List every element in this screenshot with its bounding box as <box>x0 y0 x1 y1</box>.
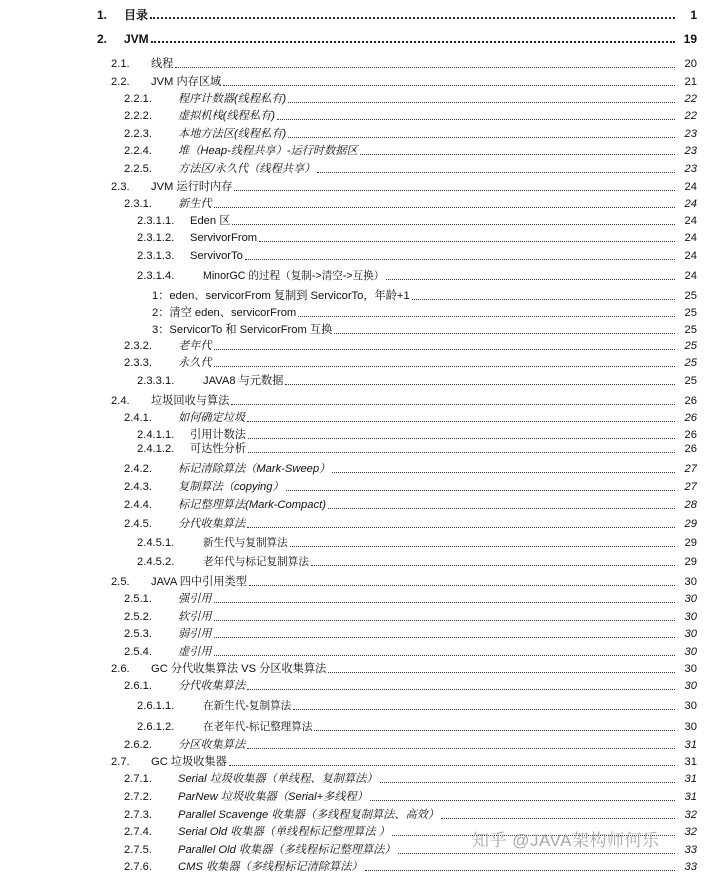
toc-entry-title: MinorGC 的过程（复制->清空->互换） <box>203 270 385 282</box>
toc-entry-title: 虚引用 <box>178 646 212 658</box>
toc-entry-page: 23 <box>684 163 697 175</box>
toc-entry-page: 31 <box>684 773 697 785</box>
dot-leader <box>288 137 675 138</box>
toc-entry-page: 29 <box>684 518 697 530</box>
toc-entry-page: 31 <box>684 791 697 803</box>
toc-entry-title: Serial Old 收集器（单线程标记整理算法 ） <box>178 826 390 838</box>
toc-entry-number: 2.2.5. <box>124 163 152 175</box>
toc-entry[interactable] <box>0 513 717 531</box>
toc-entry-number: 2.2.3. <box>124 128 152 140</box>
toc-entry[interactable] <box>0 606 717 624</box>
toc-entry-title: 在老年代-标记整理算法 <box>203 721 313 733</box>
toc-entry-title: JVM 运行时内存 <box>151 181 233 193</box>
toc-entry-title: 如何确定垃圾 <box>178 412 246 424</box>
toc-entry-title: 永久代 <box>178 357 212 369</box>
dot-leader <box>247 421 675 422</box>
toc-entry-title: GC 分代收集算法 VS 分区收集算法 <box>151 663 327 675</box>
dot-leader <box>288 102 675 103</box>
toc-entry-number: 2.5.1. <box>124 593 152 605</box>
toc-entry-title: GC 垃圾收集器 <box>151 756 227 768</box>
toc-entry-page: 24 <box>684 215 697 227</box>
toc-entry[interactable] <box>0 123 717 141</box>
dot-leader <box>317 172 675 173</box>
toc-entry-number: 2.2. <box>111 76 130 88</box>
toc-entry[interactable] <box>0 302 717 320</box>
dot-leader <box>285 384 675 385</box>
toc-entry-number: 1. <box>97 8 108 22</box>
toc-entry[interactable] <box>0 675 717 693</box>
toc-entry[interactable] <box>0 856 717 874</box>
toc-entry-number: 2.5. <box>111 576 130 588</box>
toc-entry-title: JAVA 四中引用类型 <box>151 576 247 588</box>
dot-leader <box>223 85 675 86</box>
toc-entry-title: 虚拟机栈(线程私有) <box>178 110 275 122</box>
toc-entry-title: 标记清除算法（Mark-Sweep） <box>178 463 331 475</box>
toc-entry-number: 2.3.2. <box>124 340 152 352</box>
toc-entry[interactable] <box>0 695 717 713</box>
toc-entry[interactable] <box>0 786 717 804</box>
toc-entry[interactable] <box>0 804 717 822</box>
toc-entry-page: 24 <box>684 198 697 210</box>
toc-entry[interactable] <box>0 210 717 228</box>
toc-entry[interactable] <box>0 4 717 22</box>
toc-entry-number: 2.3.1.4. <box>137 270 175 282</box>
toc-entry[interactable] <box>0 71 717 89</box>
dot-leader <box>214 349 675 350</box>
dot-leader <box>214 602 675 603</box>
dot-leader <box>247 527 675 528</box>
toc-entry-page: 27 <box>684 481 697 493</box>
dot-leader <box>386 279 675 280</box>
toc-entry-page: 23 <box>684 128 697 140</box>
toc-entry[interactable] <box>0 551 717 569</box>
toc-entry-title: 在新生代-复制算法 <box>203 700 292 712</box>
toc-entry-title: 目录 <box>124 8 149 22</box>
toc-entry-title: Eden 区 <box>190 215 231 227</box>
dot-leader <box>334 333 675 334</box>
toc-entry-page: 24 <box>684 250 697 262</box>
toc-entry-title: 新生代 <box>178 198 212 210</box>
toc-entry[interactable] <box>0 245 717 263</box>
toc-entry-number: 2.4.2. <box>124 463 152 475</box>
toc-entry-page: 30 <box>684 628 697 640</box>
toc-entry-page: 26 <box>684 395 697 407</box>
toc-entry[interactable] <box>0 105 717 123</box>
toc-entry[interactable] <box>0 88 717 106</box>
toc-entry-title: ServivorTo <box>190 250 243 262</box>
toc-entry-number: 2.7.2. <box>124 791 152 803</box>
toc-entry[interactable] <box>0 265 717 283</box>
toc-entry-page: 1 <box>690 8 697 22</box>
toc-entry-title: 本地方法区(线程私有) <box>178 128 287 140</box>
toc-entry-page: 20 <box>684 58 697 70</box>
toc-entry[interactable] <box>0 407 717 425</box>
toc-entry-number: 2.3.3.1. <box>137 375 175 387</box>
toc-entry[interactable] <box>0 716 717 734</box>
toc-entry-title: 分代收集算法 <box>178 518 246 530</box>
toc-entry-title: ParNew 垃圾收集器（Serial+多线程） <box>178 791 368 803</box>
toc-entry-page: 25 <box>684 375 697 387</box>
toc-entry-title: 复制算法（copying） <box>178 481 284 493</box>
toc-entry-title: Parallel Scavenge 收集器（多线程复制算法、高效） <box>178 809 440 821</box>
toc-entry-number: 2.6.1.1. <box>137 700 175 712</box>
toc-entry-page: 22 <box>684 110 697 122</box>
toc-entry-number: 2.6. <box>111 663 130 675</box>
dot-leader <box>365 870 675 871</box>
toc-entry-title: JVM <box>124 32 149 46</box>
toc-entry-number: 2.7.6. <box>124 861 152 873</box>
dot-leader <box>248 452 675 453</box>
toc-entry-number: 2.4. <box>111 395 130 407</box>
toc-entry-page: 25 <box>684 340 697 352</box>
toc-entry-number: 2.4.1. <box>124 412 152 424</box>
toc-entry[interactable] <box>0 658 717 676</box>
toc-entry[interactable] <box>0 370 717 388</box>
toc-entry-number: 2.7.5. <box>124 844 152 856</box>
toc-entry-number: 2.7. <box>111 756 130 768</box>
dot-leader <box>150 17 675 19</box>
dot-leader <box>286 490 675 491</box>
dot-leader <box>249 585 675 586</box>
dot-leader <box>229 765 675 766</box>
toc-entry-title: 软引用 <box>178 611 212 623</box>
toc-entry-number: 2.3.1.3. <box>137 250 175 262</box>
toc-entry-page: 26 <box>684 429 697 441</box>
toc-entry-number: 2.6.1. <box>124 680 152 692</box>
toc-entry-page: 29 <box>684 537 697 549</box>
dot-leader <box>360 154 675 155</box>
toc-entry-number: 2. <box>97 32 108 46</box>
toc-entry-title: 弱引用 <box>178 628 212 640</box>
dot-leader <box>277 119 675 120</box>
dot-leader <box>232 224 675 225</box>
toc-entry-title: 强引用 <box>178 593 212 605</box>
dot-leader <box>214 620 675 621</box>
toc-entry[interactable] <box>0 390 717 408</box>
toc-entry-page: 30 <box>684 611 697 623</box>
toc-entry-page: 19 <box>683 32 697 46</box>
toc-entry-title: 2：清空 eden、servicorFrom <box>152 307 297 319</box>
toc-entry-number: 2.6.2. <box>124 739 152 751</box>
toc-entry[interactable] <box>0 227 717 245</box>
toc-entry-number: 2.3.1.1. <box>137 215 175 227</box>
dot-leader <box>151 41 675 43</box>
toc-entry-number: 2.1. <box>111 58 130 70</box>
toc-entry-number: 2.4.4. <box>124 499 152 511</box>
toc-entry-page: 25 <box>684 357 697 369</box>
toc-entry[interactable] <box>0 285 717 303</box>
toc-entry[interactable] <box>0 176 717 194</box>
dot-leader <box>293 709 675 710</box>
dot-leader <box>380 782 675 783</box>
toc-entry-page: 28 <box>684 499 697 511</box>
toc-entry-number: 2.4.1.1. <box>137 429 175 441</box>
dot-leader <box>412 299 675 300</box>
dot-leader <box>311 565 675 566</box>
dot-leader <box>328 672 675 673</box>
toc-entry-page: 30 <box>684 593 697 605</box>
toc-entry-title: CMS 收集器（多线程标记清除算法） <box>178 861 363 873</box>
toc-entry-number: 2.4.1.2. <box>137 443 175 455</box>
toc-entry-title: 引用计数法 <box>190 429 246 441</box>
toc-entry-title: 老年代 <box>178 340 212 352</box>
dot-leader <box>175 67 675 68</box>
toc-entry-page: 23 <box>684 145 697 157</box>
toc-entry-number: 2.7.3. <box>124 809 152 821</box>
toc-entry-title: 3：ServicorTo 和 ServicorFrom 互换 <box>152 324 333 336</box>
toc-entry-title: ServivorFrom <box>190 232 258 244</box>
dot-leader <box>214 207 675 208</box>
toc-entry[interactable] <box>0 458 717 476</box>
dot-leader <box>332 472 675 473</box>
toc-entry[interactable] <box>0 768 717 786</box>
toc-entry-title: Serial 垃圾收集器（单线程、复制算法） <box>178 773 378 785</box>
toc-entry-page: 30 <box>684 680 697 692</box>
dot-leader <box>234 190 675 191</box>
toc-entry-title: 方法区/永久代（线程共享） <box>178 163 316 175</box>
toc-entry[interactable] <box>0 641 717 659</box>
toc-entry-title: 分区收集算法 <box>178 739 246 751</box>
toc-entry-page: 30 <box>684 663 697 675</box>
toc-entry-number: 2.7.1. <box>124 773 152 785</box>
toc-entry[interactable] <box>0 751 717 769</box>
toc-entry-page: 30 <box>684 721 697 733</box>
toc-entry-page: 24 <box>684 270 697 282</box>
toc-entry-page: 22 <box>684 93 697 105</box>
dot-leader <box>314 730 675 731</box>
dot-leader <box>328 508 675 509</box>
toc-entry-page: 30 <box>684 576 697 588</box>
toc-entry-number: 2.7.4. <box>124 826 152 838</box>
toc-entry-page: 25 <box>684 307 697 319</box>
toc-entry-number: 2.2.4. <box>124 145 152 157</box>
dot-leader <box>398 853 675 854</box>
toc-entry-number: 2.3.1.2. <box>137 232 175 244</box>
toc-entry-title: 分代收集算法 <box>178 680 246 692</box>
toc-entry-page: 31 <box>684 739 697 751</box>
dot-leader <box>214 637 675 638</box>
toc-entry[interactable] <box>0 588 717 606</box>
toc-entry-number: 2.2.1. <box>124 93 152 105</box>
toc-entry-page: 25 <box>684 290 697 302</box>
toc-entry-page: 25 <box>684 324 697 336</box>
dot-leader <box>441 818 675 819</box>
toc-entry[interactable] <box>0 494 717 512</box>
toc-entry-page: 30 <box>684 646 697 658</box>
toc-entry-page: 30 <box>684 700 697 712</box>
toc-entry[interactable] <box>0 571 717 589</box>
toc-entry-page: 24 <box>684 232 697 244</box>
dot-leader <box>290 546 675 547</box>
dot-leader <box>245 259 675 260</box>
toc-entry-title: 堆（Heap-线程共享）-运行时数据区 <box>178 145 358 157</box>
dot-leader <box>231 404 675 405</box>
toc-entry-title: 垃圾回收与算法 <box>151 395 230 407</box>
toc-entry-page: 33 <box>684 861 697 873</box>
dot-leader <box>214 366 675 367</box>
toc-entry-number: 2.2.2. <box>124 110 152 122</box>
toc-entry[interactable] <box>0 335 717 353</box>
dot-leader <box>247 689 675 690</box>
toc-entry-title: 新生代与复制算法 <box>203 537 288 549</box>
toc-entry-title: 线程 <box>151 58 174 70</box>
toc-entry-title: Parallel Old 收集器（多线程标记整理算法） <box>178 844 396 856</box>
toc-entry-number: 2.6.1.2. <box>137 721 175 733</box>
toc-entry-page: 32 <box>684 826 697 838</box>
toc-entry-page: 26 <box>684 412 697 424</box>
toc-entry-number: 2.4.5. <box>124 518 152 530</box>
toc-entry-title: JVM 内存区域 <box>151 76 222 88</box>
dot-leader <box>259 241 675 242</box>
toc-entry[interactable] <box>0 734 717 752</box>
toc-entry[interactable] <box>0 623 717 641</box>
toc-entry-title: 程序计数器(线程私有) <box>178 93 287 105</box>
toc-entry[interactable] <box>0 158 717 176</box>
toc-entry-number: 2.4.5.1. <box>137 537 175 549</box>
toc-entry-page: 32 <box>684 809 697 821</box>
dot-leader <box>298 316 675 317</box>
toc-entry[interactable] <box>0 28 717 46</box>
toc-entry-title: 可达性分析 <box>190 443 246 455</box>
toc-entry-number: 2.4.3. <box>124 481 152 493</box>
dot-leader <box>370 800 675 801</box>
toc-entry[interactable] <box>0 476 717 494</box>
toc-entry[interactable] <box>0 53 717 71</box>
toc-entry-number: 2.3.3. <box>124 357 152 369</box>
watermark: 知乎 @JAVA架构师何乐 <box>472 831 660 850</box>
toc-entry-number: 2.5.3. <box>124 628 152 640</box>
toc-entry-page: 21 <box>684 76 697 88</box>
toc-entry-number: 2.4.5.2. <box>137 556 175 568</box>
toc-entry[interactable] <box>0 140 717 158</box>
toc-entry-title: 老年代与标记复制算法 <box>203 556 309 568</box>
toc-entry-page: 26 <box>684 443 697 455</box>
toc-entry-number: 2.5.4. <box>124 646 152 658</box>
toc-entry-page: 24 <box>684 181 697 193</box>
toc-entry[interactable] <box>0 193 717 211</box>
toc-entry-page: 31 <box>684 756 697 768</box>
toc-entry[interactable] <box>0 532 717 550</box>
toc-entry-title: JAVA8 与元数据 <box>203 375 284 387</box>
toc-entry-page: 27 <box>684 463 697 475</box>
toc-entry[interactable] <box>0 352 717 370</box>
toc-entry-title: 1：eden、servicorFrom 复制到 ServicorTo，年龄+1 <box>152 290 410 302</box>
toc-entry-page: 29 <box>684 556 697 568</box>
toc-entry-number: 2.5.2. <box>124 611 152 623</box>
dot-leader <box>247 748 675 749</box>
toc-entry-number: 2.3. <box>111 181 130 193</box>
dot-leader <box>214 655 675 656</box>
toc-entry-page: 33 <box>684 844 697 856</box>
toc-entry-number: 2.3.1. <box>124 198 152 210</box>
toc-entry-title: 标记整理算法(Mark-Compact) <box>178 499 326 511</box>
toc-entry[interactable] <box>0 438 717 456</box>
